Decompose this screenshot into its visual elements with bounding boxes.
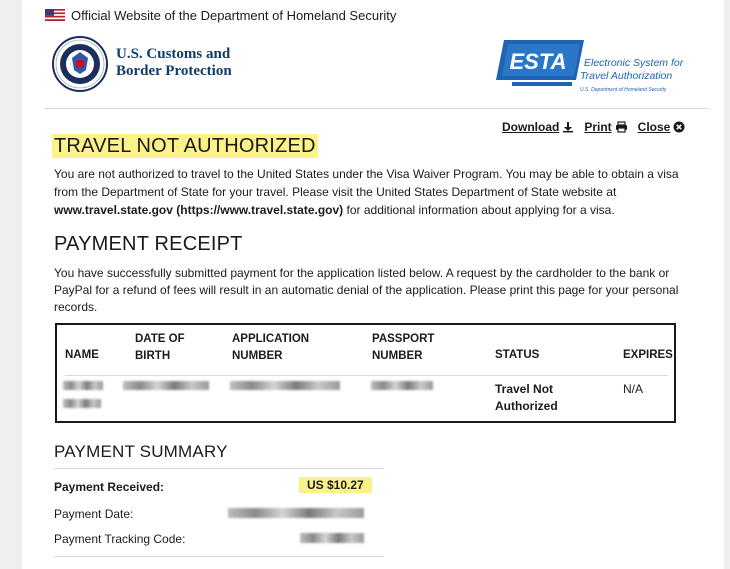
download-icon	[562, 121, 574, 133]
cbp-name-line2: Border Protection	[116, 63, 232, 79]
cbp-name-line1: U.S. Customs and	[116, 46, 231, 62]
printer-icon	[615, 121, 628, 133]
header-divider	[44, 108, 709, 109]
gov-banner-text: Official Website of the Department of Homeland Security	[71, 7, 397, 23]
th-dob	[135, 331, 185, 365]
state-dept-link[interactable]: www.travel.state.gov (https://www.travel.state.gov)	[54, 203, 344, 217]
payment-received-label: Payment Received:	[54, 480, 165, 494]
redacted-dob	[123, 381, 209, 390]
th-name: NAME	[65, 349, 99, 361]
redacted-name-line1	[63, 381, 103, 390]
payment-amount: US $10.27	[299, 477, 372, 493]
page-actions	[502, 120, 685, 134]
esta-subline: U.S. Department of Homeland Security	[580, 87, 667, 93]
expires-value: N/A	[623, 382, 644, 396]
payment-summary-heading: PAYMENT SUMMARY	[54, 442, 228, 461]
us-flag-icon	[45, 9, 65, 21]
esta-line2: Travel Authorization	[580, 70, 673, 82]
print-link[interactable]	[584, 120, 627, 134]
th-app-line2: NUMBER	[232, 350, 283, 362]
th-expires: EXPIRES	[623, 349, 673, 361]
redacted-payment-date	[228, 508, 364, 518]
th-application-number	[232, 331, 309, 365]
not-authorized-text-part1: You are not authorized to travel to the United States under the Visa Waiver Program. You may be able to obtain a visa from the Department of State for your travel. Please visit the United States Department of State website at	[54, 167, 679, 199]
th-app-line1: APPLICATION	[232, 333, 310, 345]
esta-line1: Electronic System for	[584, 57, 684, 69]
table-row-divider	[65, 375, 668, 376]
close-icon	[673, 121, 685, 133]
print-label: Print	[584, 120, 612, 134]
not-authorized-text-part2: for additional information about applying for a visa.	[343, 203, 615, 217]
gov-banner	[45, 6, 396, 24]
status-line1: Travel Not	[495, 382, 554, 396]
payment-date-label: Payment Date:	[54, 507, 134, 521]
payment-received-value	[299, 478, 372, 492]
esta-mark: ESTA	[509, 49, 567, 74]
application-table	[55, 323, 676, 423]
not-authorized-heading: TRAVEL NOT AUTHORIZED	[54, 135, 316, 157]
redacted-application-number	[230, 381, 340, 390]
download-label: Download	[502, 120, 560, 134]
site-header	[52, 32, 692, 102]
payment-receipt-text: You have successfully submitted payment for the application listed below. A request by the cardholder to the bank or PayPal for a refund of fees will result in an automatic denial of the application. Please print this page for your personal records.	[54, 266, 679, 314]
dhs-seal-icon[interactable]	[52, 36, 108, 92]
not-authorized-text	[54, 165, 682, 219]
payment-receipt-heading: PAYMENT RECEIPT	[54, 233, 243, 255]
th-dob-line1: DATE OF	[135, 333, 185, 345]
close-link[interactable]	[638, 120, 686, 134]
summary-divider	[54, 468, 384, 469]
status-value	[495, 381, 558, 415]
summary-bottom-divider	[54, 556, 384, 557]
th-dob-line2: BIRTH	[135, 350, 171, 362]
page	[22, 0, 724, 569]
payment-tracking-label: Payment Tracking Code:	[54, 532, 186, 546]
cbp-name[interactable]	[116, 46, 232, 80]
status-line2: Authorized	[495, 399, 558, 413]
esta-logo[interactable]	[492, 36, 692, 96]
th-status: STATUS	[495, 349, 540, 361]
redacted-tracking-code	[300, 533, 364, 543]
download-link[interactable]	[502, 120, 574, 134]
redacted-name-line2	[63, 399, 101, 408]
close-label: Close	[637, 120, 671, 134]
th-passport-number	[372, 331, 434, 365]
redacted-passport-number	[371, 381, 433, 390]
th-pass-line2: NUMBER	[372, 350, 423, 362]
th-pass-line1: PASSPORT	[372, 333, 435, 345]
